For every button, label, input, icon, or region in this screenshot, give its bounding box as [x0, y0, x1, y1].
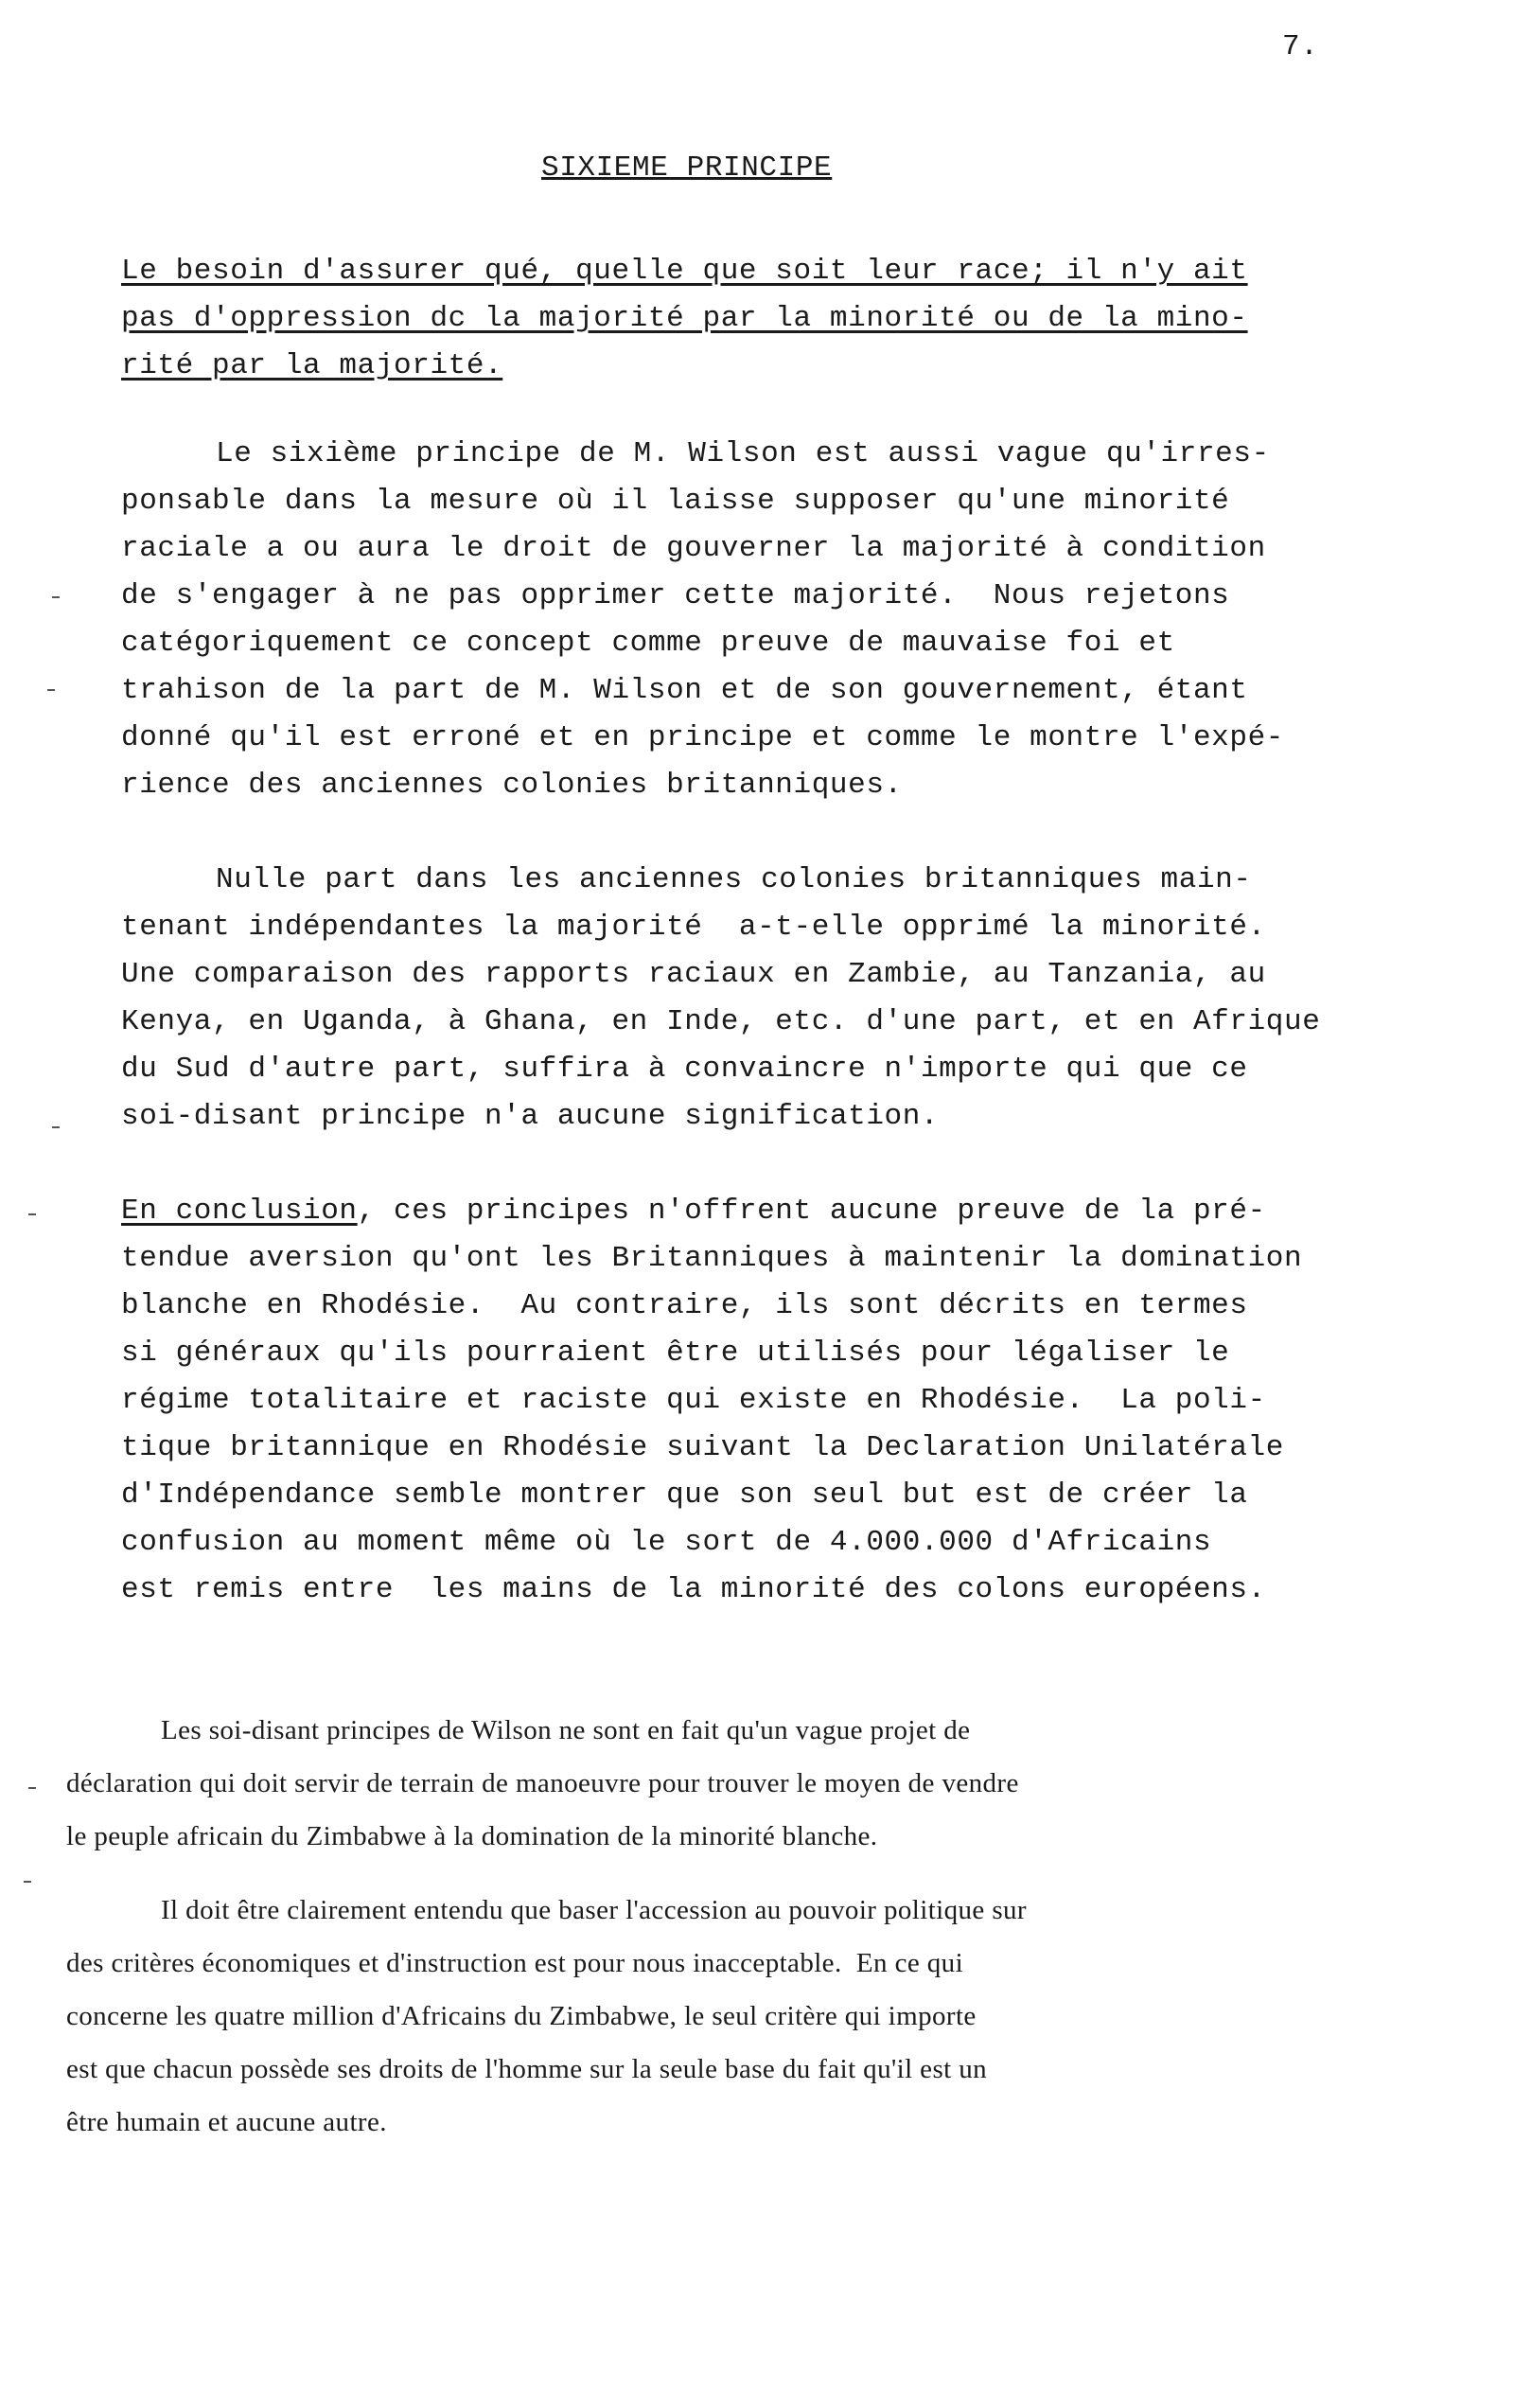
paragraph-5 — [66, 1884, 1438, 2149]
section-heading: SIXIEME PRINCIPE — [541, 151, 833, 185]
paragraph-line: si généraux qu'ils pourraient être utilisés pour légaliser le — [121, 1337, 1230, 1370]
paragraph-line: Le sixième principe de M. Wilson est aussi vague qu'irres- — [216, 437, 1270, 470]
margin-scan-mark — [28, 1213, 36, 1215]
paragraph-line: Il doit être clairement entendu que baser l'accession au pouvoir politique sur — [161, 1895, 1027, 1925]
paragraph-line: soi-disant principe n'a aucune signification. — [121, 1100, 940, 1133]
margin-scan-mark — [47, 689, 55, 691]
paragraph-line: confusion au moment même où le sort de 4.000.000 d'Africains — [121, 1526, 1212, 1559]
paragraph-line: du Sud d'autre part, suffira à convaincre n'importe qui que ce — [121, 1053, 1248, 1086]
paragraph-3-conclusion — [121, 1188, 1389, 1614]
paragraph-4 — [66, 1704, 1438, 1863]
paragraph-line: rience des anciennes colonies britanniques. — [121, 769, 903, 802]
principle-statement-line: rité par la majorité. — [121, 349, 503, 382]
paragraph-line: concerne les quatre million d'Africains du Zimbabwe, le seul critère qui importe — [66, 2001, 977, 2031]
paragraph-line: de s'engager à ne pas opprimer cette majorité. Nous rejetons — [121, 579, 1230, 612]
paragraph-line: le peuple africain du Zimbabwe à la domination de la minorité blanche. — [66, 1821, 878, 1851]
margin-scan-mark — [24, 1881, 31, 1883]
paragraph-line: Les soi-disant principes de Wilson ne sont en fait qu'un vague projet de — [161, 1715, 971, 1745]
paragraph-line: est que chacun possède ses droits de l'homme sur la seule base du fait qu'il est un — [66, 2054, 988, 2084]
paragraph-line: d'Indépendance semble montrer que son seul but est de créer la — [121, 1478, 1248, 1512]
paragraph-line: Une comparaison des rapports raciaux en Zambie, au Tanzania, au — [121, 958, 1266, 991]
paragraph-line: tique britannique en Rhodésie suivant la Declaration Unilatérale — [121, 1431, 1284, 1464]
paragraph-line: raciale a ou aura le droit de gouverner la majorité à condition — [121, 532, 1266, 565]
paragraph-line — [121, 1188, 1389, 1235]
principle-statement — [121, 248, 1389, 390]
paragraph-line: Nulle part dans les anciennes colonies britanniques main- — [216, 863, 1252, 896]
principle-statement-line: pas d'oppression dc la majorité par la minorité ou de la mino- — [121, 302, 1248, 335]
paragraph-line: blanche en Rhodésie. Au contraire, ils sont décrits en termes — [121, 1289, 1248, 1322]
paragraph-line: Kenya, en Uganda, à Ghana, en Inde, etc. d'une part, et en Afrique — [121, 1005, 1321, 1038]
paragraph-line: régime totalitaire et raciste qui existe en Rhodésie. La poli- — [121, 1384, 1266, 1417]
paragraph-line: est remis entre les mains de la minorité des colons européens. — [121, 1573, 1266, 1606]
paragraph-line: catégoriquement ce concept comme preuve de mauvaise foi et — [121, 627, 1175, 660]
conclusion-lead: En conclusion — [121, 1195, 358, 1228]
paragraph-line: des critères économiques et d'instruction est pour nous inacceptable. En ce qui — [66, 1948, 964, 1978]
paragraph-line: déclaration qui doit servir de terrain de manoeuvre pour trouver le moyen de vendre — [66, 1768, 1019, 1798]
margin-scan-mark — [52, 596, 60, 598]
paragraph-line: être humain et aucune autre. — [66, 2107, 387, 2137]
margin-scan-mark — [28, 1787, 36, 1789]
paragraph-line: ponsable dans la mesure où il laisse supposer qu'une minorité — [121, 485, 1230, 518]
paragraph-2 — [121, 857, 1389, 1141]
paragraph-line: tendue aversion qu'ont les Britanniques à maintenir la domination — [121, 1242, 1303, 1275]
page-number: 7. — [1282, 30, 1319, 63]
margin-scan-mark — [52, 1126, 60, 1128]
paragraph-line: trahison de la part de M. Wilson et de son gouvernement, étant — [121, 674, 1248, 707]
paragraph-1 — [121, 431, 1389, 809]
paragraph-line: donné qu'il est erroné et en principe et comme le montre l'expé- — [121, 721, 1284, 754]
principle-statement-line: Le besoin d'assurer qué, quelle que soit leur race; il n'y ait — [121, 255, 1248, 288]
paragraph-line: tenant indépendantes la majorité a-t-elle opprimé la minorité. — [121, 911, 1266, 944]
conclusion-lead-rest: , ces principes n'offrent aucune preuve de la pré- — [357, 1195, 1266, 1228]
